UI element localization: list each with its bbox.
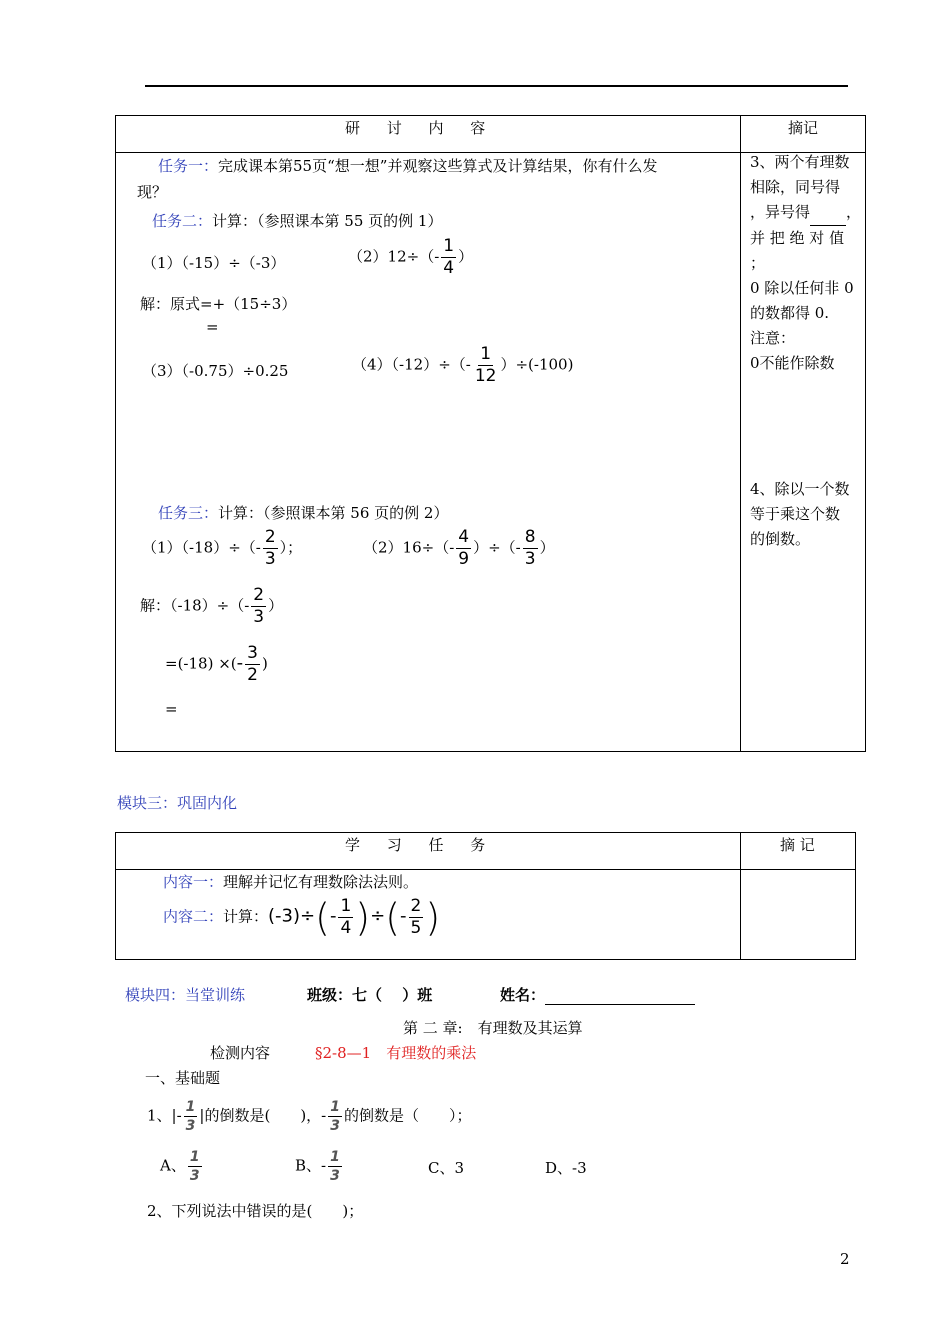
task2 xyxy=(152,210,442,231)
fraction-1-4: $\frac{1}{4}$ xyxy=(443,236,455,278)
problem-3: （3）（-0.75）÷0.25 xyxy=(142,362,289,380)
q2-mid: ）÷（- xyxy=(473,538,521,557)
fraction-1-4-m3: $\frac{1}{4}$ xyxy=(340,896,352,938)
problem-1: （1）（-15）÷（-3） xyxy=(142,254,286,272)
solution-2-pre: 解：（-18）÷（- xyxy=(140,596,250,615)
check-label: 检测内容 xyxy=(210,1044,271,1062)
fraction-2-5: $\frac{2}{5}$ xyxy=(410,896,422,938)
note-3-line: 0 除以任何非 0 xyxy=(750,279,854,297)
table2-header-right: 摘 记 xyxy=(780,836,815,854)
note-4-line: 等于乘这个数 xyxy=(750,505,841,523)
problem-q1 xyxy=(142,529,302,568)
section-title: §2-8—1 有理数的乘法 xyxy=(315,1044,477,1062)
problem-2 xyxy=(348,238,473,277)
option-d[interactable]: D、-3 xyxy=(545,1159,587,1177)
q1-pre: （1）（-18）÷（- xyxy=(142,538,261,557)
option-b[interactable]: B、- $\frac{1}{3}$ xyxy=(295,1149,340,1184)
note-4 xyxy=(750,477,850,552)
option-c[interactable]: C、3 xyxy=(428,1159,465,1177)
fraction-4-9: $\frac{4}{9}$ xyxy=(458,527,470,569)
basic-heading: 一、基础题 xyxy=(145,1069,221,1087)
note-3-line: 的数都得 0. xyxy=(750,304,830,322)
name-blank[interactable] xyxy=(545,986,695,1005)
solution-2-line2: =(-18) ×(- $\frac{3}{2}$ ) xyxy=(165,643,268,685)
task1-label: 任务一： xyxy=(158,157,219,175)
task1 xyxy=(158,155,657,176)
note-3-line: 相除，同号得 xyxy=(750,178,841,196)
solution-2 xyxy=(140,587,283,626)
solution-2-line2-pre: =(-18) ×( xyxy=(165,654,237,673)
top-rule xyxy=(145,85,848,87)
question-1 xyxy=(147,1100,472,1133)
fraction-1-3: $\frac{1}{3}$ xyxy=(185,1099,196,1134)
table1-header-left: 研 讨 内 容 xyxy=(345,119,486,137)
fraction-3-2: $\frac{3}{2}$ xyxy=(247,643,258,685)
content-1-text: 理解并记忆有理数除法法则。 xyxy=(223,873,419,891)
note-3-line: ； xyxy=(750,254,766,272)
fraction-1-3-a: $\frac{1}{3}$ xyxy=(189,1149,200,1184)
name-label: 姓名： xyxy=(500,984,695,1005)
note-3-line: 并 把 绝 对 值 xyxy=(750,229,845,247)
note-4-line: 的倒数。 xyxy=(750,530,811,548)
q1-post-text: 的倒数是（ ）； xyxy=(344,1106,472,1125)
fraction-2-3-b: $\frac{2}{3}$ xyxy=(253,585,265,627)
module3-title: 模块三：巩固内化 xyxy=(117,794,238,812)
content-1 xyxy=(163,871,418,892)
note-3-line: 0不能作除数 xyxy=(750,354,835,372)
q1-mid-text: |的倒数是( )，- xyxy=(199,1106,327,1125)
page-number: 2 xyxy=(840,1250,850,1268)
problem-q2 xyxy=(363,529,555,568)
content-2-label: 内容二： xyxy=(163,907,224,926)
task2-label: 任务二： xyxy=(152,212,213,230)
problem-4-post: ）÷(-100) xyxy=(500,355,574,374)
solution-1-eq: = xyxy=(206,318,219,336)
problem-4 xyxy=(352,346,573,385)
option-a[interactable]: A、 $\frac{1}{3}$ xyxy=(160,1149,200,1184)
task1-text: 完成课本第55页“想一想”并观察这些算式及计算结果，你有什么发 xyxy=(218,157,658,175)
content-1-label: 内容一： xyxy=(163,873,224,891)
problem-2-pre: （2）12÷（- xyxy=(348,247,440,266)
note-3-line: 注意： xyxy=(750,329,796,347)
fraction-1-3-b: $\frac{1}{3}$ xyxy=(330,1099,340,1134)
table2-header-left: 学 习 任 务 xyxy=(345,836,486,854)
solution-2-eq: = xyxy=(165,700,178,718)
solution-2-post: ） xyxy=(268,596,284,615)
task3-text: 计算：（参照课本第 56 页的例 2） xyxy=(218,504,449,522)
table1-header-right: 摘记 xyxy=(788,119,819,137)
note-3-line: 3、两个有理数 xyxy=(750,153,850,171)
fraction-2-3: $\frac{2}{3}$ xyxy=(264,527,276,569)
fraction-8-3: $\frac{8}{3}$ xyxy=(524,527,536,569)
q2-post: ） xyxy=(539,538,555,557)
note-3 xyxy=(750,150,861,376)
class-label: 班级：七（ ）班 xyxy=(307,986,433,1004)
task1-text-cont: 现？ xyxy=(137,183,168,201)
q2-pre: （2）16÷（- xyxy=(363,538,455,557)
task3-label: 任务三： xyxy=(158,504,219,522)
note-3-line: ，异号得 ， xyxy=(750,200,861,226)
solution-2-line2-post: ) xyxy=(261,654,268,673)
problem-4-pre: （4）（-12）÷（- xyxy=(352,355,471,374)
content-2-text: 计算： xyxy=(223,907,269,926)
chapter-title: 第 二 章: 有理数及其运算 xyxy=(403,1019,583,1037)
question-2: 2、下列说法中错误的是( )； xyxy=(147,1202,364,1220)
task2-text: 计算：（参照课本第 55 页的例 1） xyxy=(212,212,443,230)
q1-post: ）； xyxy=(279,538,303,557)
fraction-1-3-bopt: $\frac{1}{3}$ xyxy=(330,1149,340,1184)
solution-1: 解：原式=+（15÷3） xyxy=(140,295,297,313)
task3 xyxy=(158,502,448,523)
content-2: 内容二：计算：(-3)÷(- $\frac{1}{4}$ )÷(- $\frac{2}{5}$ ) xyxy=(163,895,441,940)
module4-title: 模块四：当堂训练 xyxy=(125,986,246,1004)
problem-2-post: ） xyxy=(458,247,474,266)
note-4-line: 4、除以一个数 xyxy=(750,480,850,498)
fraction-1-12: $\frac{1}{12}$ xyxy=(474,344,497,386)
q1-pre-text: 1、|- xyxy=(147,1106,182,1125)
expr-a: (-3)÷ xyxy=(268,905,316,927)
